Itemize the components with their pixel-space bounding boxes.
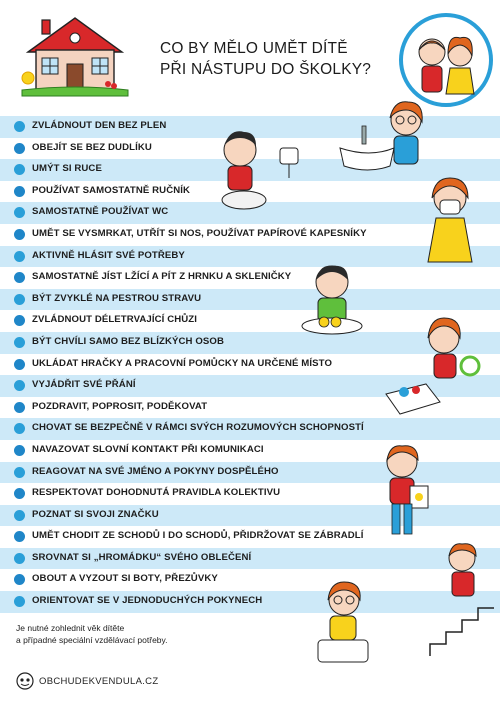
- footnote-line-2: a případné speciální vzdělávací potřeby.: [16, 635, 168, 645]
- list-item: [0, 289, 500, 311]
- footnote: [16, 622, 168, 646]
- house-illustration: [20, 14, 130, 100]
- list-item-label: RESPEKTOVAT DOHODNUTÁ PRAVIDLA KOLEKTIVU: [32, 487, 281, 499]
- boy-eating-illustration: [292, 258, 372, 340]
- bullet-icon: [14, 294, 25, 305]
- bullet-icon: [14, 553, 25, 564]
- bullet-icon: [14, 531, 25, 542]
- bullet-icon: [14, 488, 25, 499]
- girl-with-toybox-illustration: [382, 312, 494, 420]
- list-item: [0, 548, 500, 570]
- bullet-icon: [14, 574, 25, 585]
- title-line-2: PŘI NÁSTUPU DO ŠKOLKY?: [160, 61, 372, 78]
- list-item-label: OBOUT A VYZOUT SI BOTY, PŘEZŮVKY: [32, 573, 218, 585]
- girl-with-tissue-illustration: [408, 172, 492, 272]
- list-item-label: SROVNAT SI „HROMÁDKU“ SVÉHO OBLEČENÍ: [32, 551, 252, 563]
- bullet-icon: [14, 467, 25, 478]
- list-item: [0, 418, 500, 440]
- list-item-label: ZVLÁDNOUT DEN BEZ PLEN: [32, 120, 167, 131]
- bullet-icon: [14, 229, 25, 240]
- bullet-icon: [14, 402, 25, 413]
- bullet-icon: [14, 359, 25, 370]
- boy-on-stairs-illustration: [430, 540, 494, 660]
- bullet-icon: [14, 423, 25, 434]
- list-item-label: SAMOSTATNĚ POUŽÍVAT WC: [32, 206, 169, 218]
- list-item-label: POZDRAVIT, POPROSIT, PODĚKOVAT: [32, 400, 208, 412]
- bullet-icon: [14, 596, 25, 607]
- bullet-icon: [14, 121, 25, 132]
- list-item-label: VYJÁDŘIT SVÉ PŘÁNÍ: [32, 379, 136, 391]
- list-item-label: POZNAT SI SVOJI ZNAČKU: [32, 508, 159, 520]
- bullet-icon: [14, 337, 25, 348]
- list-item-label: BÝT CHVÍLI SAMO BEZ BLÍZKÝCH OSOB: [32, 335, 224, 347]
- bullet-icon: [14, 380, 25, 391]
- bullet-icon: [14, 251, 25, 262]
- list-item-label: ZVLÁDNOUT DÉLETRVAJÍCÍ CHŮZI: [32, 314, 198, 326]
- boy-on-potty-illustration: [210, 118, 310, 218]
- bullet-icon: [14, 272, 25, 283]
- list-item-label: OBEJÍT SE BEZ DUDLÍKU: [32, 141, 152, 153]
- list-item: [0, 591, 500, 613]
- list-item-label: UKLÁDAT HRAČKY A PRACOVNÍ POMŮCKY NA URČENÉ MÍSTO: [32, 357, 333, 369]
- list-item-label: SAMOSTATNĚ JÍST LŽÍCÍ A PÍT Z HRNKU A SKLENIČKY: [32, 271, 292, 283]
- bullet-icon: [14, 186, 25, 197]
- header: [0, 0, 500, 110]
- list-item-label: REAGOVAT NA SVÉ JMÉNO A POKYNY DOSPĚLÉHO: [32, 465, 279, 477]
- boy-with-card-illustration: [362, 440, 442, 550]
- list-item-label: ORIENTOVAT SE V JEDNODUCHÝCH POKYNECH: [32, 595, 263, 607]
- kids-badge-illustration: [398, 12, 494, 108]
- bullet-icon: [14, 143, 25, 154]
- list-item-label: NAVAZOVAT SLOVNÍ KONTAKT PŘI KOMUNIKACI: [32, 443, 264, 455]
- brand-name: OBCHUDEKVENDULA.CZ: [39, 675, 159, 687]
- list-item-label: AKTIVNĚ HLÁSIT SVÉ POTŘEBY: [32, 249, 185, 261]
- bullet-icon: [14, 445, 25, 456]
- brand-logo-icon: [16, 672, 34, 690]
- list-item-label: UMÝT SI RUCE: [32, 163, 102, 175]
- bullet-icon: [14, 315, 25, 326]
- bullet-icon: [14, 164, 25, 175]
- footnote-line-1: Je nutné zohlednit věk dítěte: [16, 623, 125, 633]
- page-title: [160, 38, 371, 80]
- list-item-label: UMĚT CHODIT ZE SCHODŮ I DO SCHODŮ, PŘIDRŽOVAT SE ZÁBRADLÍ: [32, 530, 364, 542]
- list-item: [0, 569, 500, 591]
- list-item-label: POUŽÍVAT SAMOSTATNĚ RUČNÍK: [32, 184, 191, 196]
- bullet-icon: [14, 207, 25, 218]
- title-line-1: CO BY MĚLO UMĚT DÍTĚ: [160, 40, 348, 57]
- list-item-label: UMĚT SE VYSMRKAT, UTŘÍT SI NOS, POUŽÍVAT PAPÍROVÉ KAPESNÍKY: [32, 227, 367, 239]
- list-item-label: BÝT ZVYKLÉ NA PESTROU STRAVU: [32, 292, 202, 304]
- list-item-label: CHOVAT SE BEZPEČNĚ V RÁMCI SVÝCH ROZUMOVÝCH SCHOPNOSTÍ: [32, 422, 364, 434]
- bullet-icon: [14, 510, 25, 521]
- girl-dressing-illustration: [300, 578, 386, 668]
- brand: [16, 672, 158, 690]
